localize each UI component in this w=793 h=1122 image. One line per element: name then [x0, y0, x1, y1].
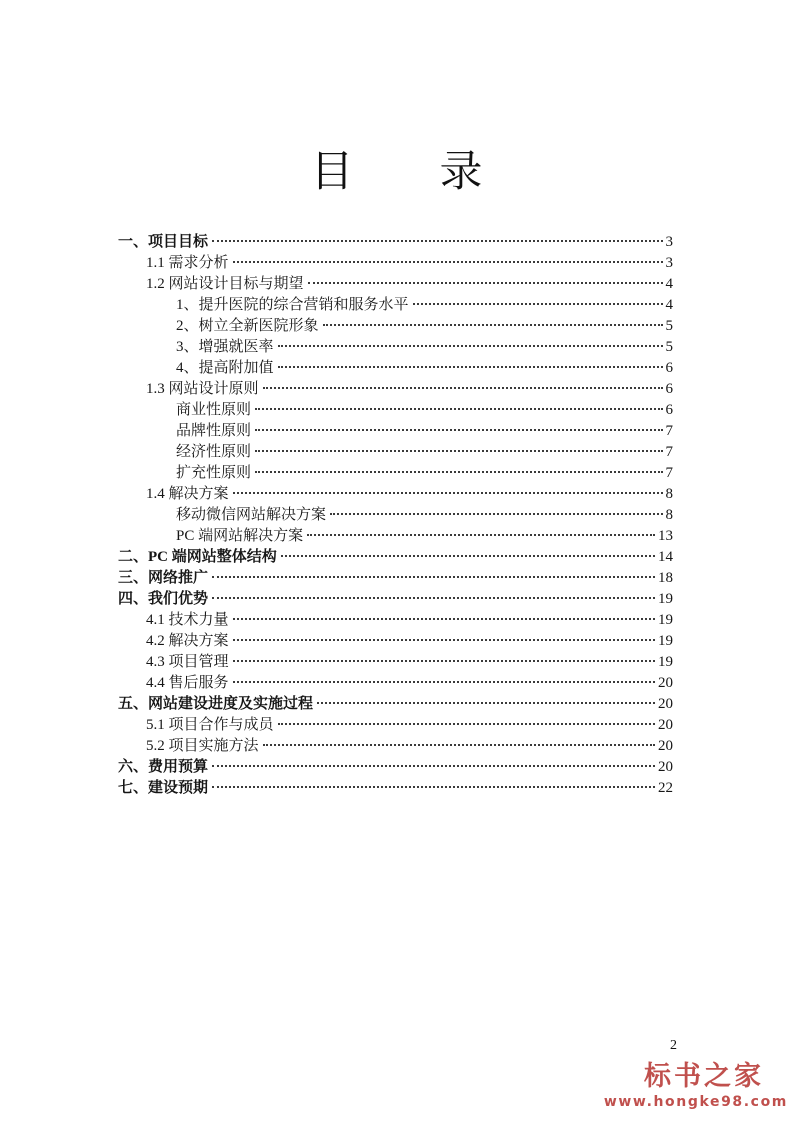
toc-page-number: 19: [658, 654, 673, 670]
dot-leader: [255, 450, 662, 452]
dot-leader: [413, 303, 663, 305]
toc-page-number: 20: [658, 759, 673, 775]
toc-page-number: 7: [665, 444, 673, 460]
toc-page-number: 19: [658, 612, 673, 628]
toc-list: [118, 232, 673, 799]
toc-page-number: 6: [665, 360, 673, 376]
toc-entry[interactable]: [118, 295, 673, 316]
dot-leader: [255, 471, 662, 473]
watermark-url: www.hongke98.com: [603, 1094, 788, 1110]
toc-entry[interactable]: [118, 568, 673, 589]
footer-page-number: 2: [670, 1038, 677, 1053]
toc-entry[interactable]: [118, 274, 673, 295]
toc-entry-label: 移动微信网站解决方案: [176, 507, 327, 523]
toc-page-number: 18: [658, 570, 673, 586]
dot-leader: [233, 681, 655, 683]
toc-page-number: 5: [665, 339, 673, 355]
toc-entry-label: 4.2 解决方案: [146, 633, 229, 649]
toc-entry[interactable]: [118, 547, 673, 568]
toc-entry-label: 1.3 网站设计原则: [146, 381, 259, 397]
toc-entry[interactable]: [118, 526, 673, 547]
toc-entry[interactable]: [118, 358, 673, 379]
toc-page-number: 19: [658, 633, 673, 649]
toc-entry[interactable]: [118, 421, 673, 442]
toc-entry-label: 扩充性原则: [176, 465, 252, 481]
toc-entry-label: 1.1 需求分析: [146, 255, 229, 271]
toc-entry[interactable]: [118, 715, 673, 736]
toc-entry-label: 4.1 技术力量: [146, 612, 229, 628]
toc-page-number: 8: [665, 486, 673, 502]
toc-page-number: 14: [658, 549, 673, 565]
toc-entry-label: 一、项目目标: [118, 234, 209, 250]
toc-entry[interactable]: [118, 631, 673, 652]
dot-leader: [255, 408, 662, 410]
toc-page-number: 4: [665, 297, 673, 313]
toc-entry-label: 4.4 售后服务: [146, 675, 229, 691]
toc-entry[interactable]: [118, 253, 673, 274]
dot-leader: [263, 387, 663, 389]
dot-leader: [233, 618, 655, 620]
toc-page-number: 4: [665, 276, 673, 292]
toc-page-number: 3: [665, 255, 673, 271]
toc-entry[interactable]: [118, 463, 673, 484]
toc-page-number: 13: [658, 528, 673, 544]
toc-entry-label: 五、网站建设进度及实施过程: [118, 696, 314, 712]
dot-leader: [278, 366, 663, 368]
toc-entry-label: 经济性原则: [176, 444, 252, 460]
dot-leader: [323, 324, 663, 326]
watermark: [604, 1063, 788, 1109]
toc-page-number: 5: [665, 318, 673, 334]
toc-entry[interactable]: [118, 757, 673, 778]
toc-page-number: 19: [658, 591, 673, 607]
toc-entry[interactable]: [118, 694, 673, 715]
dot-leader: [212, 786, 655, 788]
toc-entry[interactable]: [118, 316, 673, 337]
toc-page-number: 6: [665, 381, 673, 397]
toc-entry[interactable]: [118, 505, 673, 526]
toc-entry-label: 1.2 网站设计目标与期望: [146, 276, 304, 292]
dot-leader: [278, 723, 655, 725]
toc-entry-label: 商业性原则: [176, 402, 252, 418]
dot-leader: [278, 345, 663, 347]
toc-entry-label: 4、提高附加值: [176, 360, 274, 376]
toc-entry-label: 品牌性原则: [176, 423, 252, 439]
toc-entry-label: 七、建设预期: [118, 780, 209, 796]
toc-page-number: 6: [665, 402, 673, 418]
dot-leader: [212, 240, 662, 242]
toc-entry[interactable]: [118, 652, 673, 673]
dot-leader: [317, 702, 655, 704]
toc-entry[interactable]: [118, 778, 673, 799]
dot-leader: [233, 492, 663, 494]
toc-entry[interactable]: [118, 337, 673, 358]
dot-leader: [212, 765, 655, 767]
dot-leader: [307, 534, 655, 536]
toc-entry[interactable]: [118, 673, 673, 694]
toc-entry[interactable]: [118, 484, 673, 505]
toc-entry-label: 二、PC 端网站整体结构: [118, 549, 277, 565]
toc-entry-label: 5.1 项目合作与成员: [146, 717, 274, 733]
toc-entry-label: 4.3 项目管理: [146, 654, 229, 670]
toc-page-number: 20: [658, 738, 673, 754]
toc-page-number: 3: [665, 234, 673, 250]
dot-leader: [281, 555, 655, 557]
dot-leader: [212, 576, 655, 578]
toc-entry[interactable]: [118, 379, 673, 400]
toc-page-number: 7: [665, 423, 673, 439]
toc-entry-label: 四、我们优势: [118, 591, 209, 607]
dot-leader: [308, 282, 663, 284]
toc-page-number: 20: [658, 696, 673, 712]
toc-entry[interactable]: [118, 589, 673, 610]
page-title: 目 录: [310, 149, 483, 196]
toc-entry-label: 1.4 解决方案: [146, 486, 229, 502]
toc-page-number: 22: [658, 780, 673, 796]
dot-leader: [233, 639, 655, 641]
toc-page-number: 20: [658, 675, 673, 691]
toc-entry[interactable]: [118, 442, 673, 463]
toc-entry[interactable]: [118, 232, 673, 253]
toc-entry[interactable]: [118, 736, 673, 757]
toc-page-number: 20: [658, 717, 673, 733]
toc-entry-label: 1、提升医院的综合营销和服务水平: [176, 297, 409, 313]
toc-entry-label: 六、费用预算: [118, 759, 209, 775]
toc-entry[interactable]: [118, 610, 673, 631]
dot-leader: [330, 513, 662, 515]
toc-entry-label: 三、网络推广: [118, 570, 209, 586]
toc-entry-label: 2、树立全新医院形象: [176, 318, 319, 334]
dot-leader: [233, 261, 663, 263]
watermark-logo: 标书之家: [644, 1061, 764, 1092]
dot-leader: [263, 744, 655, 746]
toc-entry-label: 3、增强就医率: [176, 339, 274, 355]
toc-entry-label: PC 端网站解决方案: [176, 528, 304, 544]
dot-leader: [212, 597, 655, 599]
dot-leader: [233, 660, 655, 662]
toc-page-number: 8: [665, 507, 673, 523]
toc-page-number: 7: [665, 465, 673, 481]
toc-entry[interactable]: [118, 400, 673, 421]
dot-leader: [255, 429, 662, 431]
toc-entry-label: 5.2 项目实施方法: [146, 738, 259, 754]
